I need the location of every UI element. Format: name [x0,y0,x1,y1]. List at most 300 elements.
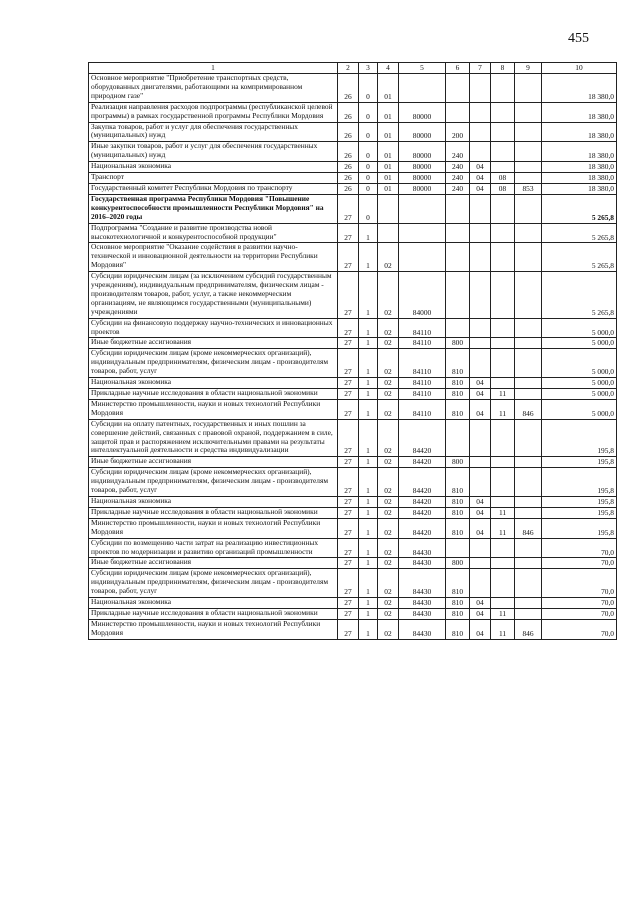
program-code: 26 [338,122,359,142]
table-row [89,518,617,538]
expense-type-code: 800 [446,338,470,349]
expense-type-code: 810 [446,598,470,609]
activity-code: 02 [378,318,399,338]
activity-code: 02 [378,558,399,569]
amount-value: 5 265,8 [542,223,617,243]
subsection-code: 08 [491,173,515,184]
expense-type-code: 810 [446,496,470,507]
subsection-code: 08 [491,183,515,194]
expense-type-code [446,243,470,272]
subsection-code [491,338,515,349]
section-code: 04 [470,162,491,173]
amount-value: 70,0 [542,619,617,639]
direction-code: 84110 [399,378,446,389]
subprogram-code: 0 [359,102,378,122]
ministry-code [515,496,542,507]
table-row [89,349,617,378]
amount-value: 5 265,8 [542,194,617,223]
section-code [470,102,491,122]
row-description: Государственный комитет Республики Мордовия по транспорту [89,183,338,194]
table-row [89,457,617,468]
program-code: 27 [338,457,359,468]
expense-type-code: 810 [446,399,470,419]
row-description: Национальная экономика [89,496,338,507]
program-code: 27 [338,194,359,223]
direction-code: 84110 [399,399,446,419]
activity-code: 02 [378,399,399,419]
direction-code: 84420 [399,468,446,497]
section-code [470,194,491,223]
table-row [89,558,617,569]
program-code: 26 [338,102,359,122]
amount-value: 18 380,0 [542,142,617,162]
ministry-code [515,389,542,400]
activity-code: 02 [378,468,399,497]
row-description: Основное мероприятие "Приобретение транспортных средств, оборудованных двигателями, работающими на компримированном природном газе" [89,74,338,103]
amount-value: 18 380,0 [542,173,617,184]
program-code: 27 [338,272,359,319]
direction-code: 84430 [399,598,446,609]
subprogram-code: 1 [359,389,378,400]
expense-type-code: 240 [446,162,470,173]
amount-value: 70,0 [542,608,617,619]
ministry-code [515,457,542,468]
ministry-code [515,608,542,619]
expense-type-code [446,272,470,319]
subsection-code: 11 [491,389,515,400]
activity-code: 01 [378,122,399,142]
program-code: 27 [338,608,359,619]
subprogram-code: 1 [359,318,378,338]
ministry-code [515,194,542,223]
row-description: Государственная программа Республики Мордовия "Повышение конкурентоспособности промышленности Республики Мордовия" на 2016–2020 годы [89,194,338,223]
subsection-code [491,496,515,507]
activity-code: 02 [378,619,399,639]
subprogram-code: 1 [359,223,378,243]
activity-code: 02 [378,457,399,468]
direction-code: 84420 [399,419,446,457]
amount-value: 18 380,0 [542,102,617,122]
ministry-code: 853 [515,183,542,194]
table-row [89,74,617,103]
row-description: Транспорт [89,173,338,184]
expense-type-code: 240 [446,173,470,184]
program-code: 26 [338,162,359,173]
subprogram-code: 0 [359,194,378,223]
row-description: Прикладные научные исследования в области национальной экономики [89,507,338,518]
program-code: 27 [338,223,359,243]
amount-value: 195,8 [542,457,617,468]
activity-code: 02 [378,243,399,272]
amount-value: 195,8 [542,507,617,518]
direction-code: 84430 [399,538,446,558]
ministry-code [515,598,542,609]
subprogram-code: 1 [359,598,378,609]
activity-code: 01 [378,162,399,173]
ministry-code [515,378,542,389]
table-row [89,389,617,400]
row-description: Субсидии по возмещению части затрат на реализацию инвестиционных проектов по модернизации и развитию организаций промышленности [89,538,338,558]
row-description: Субсидии юридическим лицам (кроме некоммерческих организаций), индивидуальным предпринимателям, физическим лицам - производителям товаров, работ, услуг [89,349,338,378]
section-code: 04 [470,399,491,419]
ministry-code: 846 [515,399,542,419]
amount-value: 195,8 [542,419,617,457]
amount-value: 5 000,0 [542,378,617,389]
table-row [89,399,617,419]
expense-type-code [446,74,470,103]
program-code: 27 [338,569,359,598]
subprogram-code: 1 [359,569,378,598]
subprogram-code: 1 [359,243,378,272]
direction-code: 84430 [399,619,446,639]
expense-type-code: 810 [446,569,470,598]
program-code: 26 [338,183,359,194]
column-header: 2 [338,63,359,74]
section-code: 04 [470,173,491,184]
row-description: Национальная экономика [89,598,338,609]
column-header: 1 [89,63,338,74]
amount-value: 70,0 [542,598,617,609]
row-description: Закупка товаров, работ и услуг для обеспечения государственных (муниципальных) нужд [89,122,338,142]
table-row [89,183,617,194]
ministry-code [515,419,542,457]
amount-value: 70,0 [542,558,617,569]
amount-value: 5 265,8 [542,243,617,272]
table-row [89,318,617,338]
row-description: Иные бюджетные ассигнования [89,457,338,468]
direction-code [399,194,446,223]
table-row [89,122,617,142]
direction-code: 80000 [399,173,446,184]
section-code [470,569,491,598]
subsection-code [491,102,515,122]
amount-value: 70,0 [542,569,617,598]
ministry-code: 846 [515,518,542,538]
expense-type-code: 810 [446,468,470,497]
program-code: 27 [338,378,359,389]
activity-code: 02 [378,496,399,507]
expense-type-code: 810 [446,378,470,389]
section-code [470,142,491,162]
section-code [470,419,491,457]
row-description: Прикладные научные исследования в области национальной экономики [89,608,338,619]
ministry-code [515,223,542,243]
activity-code: 02 [378,378,399,389]
program-code: 27 [338,558,359,569]
section-code: 04 [470,598,491,609]
direction-code: 80000 [399,183,446,194]
table-row [89,538,617,558]
section-code [470,558,491,569]
ministry-code [515,122,542,142]
activity-code: 01 [378,74,399,103]
table-row [89,102,617,122]
program-code: 27 [338,619,359,639]
row-description: Национальная экономика [89,378,338,389]
ministry-code [515,162,542,173]
activity-code [378,194,399,223]
section-code [470,457,491,468]
table-row [89,173,617,184]
ministry-code [515,468,542,497]
program-code: 27 [338,496,359,507]
ministry-code [515,173,542,184]
activity-code [378,223,399,243]
section-code: 04 [470,619,491,639]
section-code [470,318,491,338]
activity-code: 02 [378,608,399,619]
activity-code: 02 [378,538,399,558]
expense-type-code: 810 [446,349,470,378]
activity-code: 02 [378,507,399,518]
table-row [89,272,617,319]
table-row [89,162,617,173]
direction-code: 84430 [399,569,446,598]
table-row [89,569,617,598]
column-header: 3 [359,63,378,74]
subsection-code [491,142,515,162]
ministry-code [515,142,542,162]
section-code [470,349,491,378]
subprogram-code: 1 [359,338,378,349]
subsection-code: 11 [491,399,515,419]
direction-code: 84420 [399,518,446,538]
direction-code: 84420 [399,507,446,518]
column-header: 4 [378,63,399,74]
amount-value: 18 380,0 [542,122,617,142]
activity-code: 01 [378,173,399,184]
subsection-code [491,243,515,272]
direction-code: 80000 [399,142,446,162]
ministry-code [515,507,542,518]
table-row [89,468,617,497]
row-description: Министерство промышленности, науки и новых технологий Республики Мордовия [89,619,338,639]
row-description: Иные закупки товаров, работ и услуг для обеспечения государственных (муниципальных) нужд [89,142,338,162]
amount-value: 5 000,0 [542,349,617,378]
budget-table-body [89,63,617,640]
subsection-code [491,74,515,103]
expense-type-code [446,538,470,558]
subsection-code [491,598,515,609]
section-code: 04 [470,378,491,389]
expense-type-code: 240 [446,142,470,162]
direction-code: 84420 [399,457,446,468]
expense-type-code: 810 [446,518,470,538]
program-code: 27 [338,598,359,609]
section-code [470,272,491,319]
row-description: Субсидии на финансовую поддержку научно-технических и инновационных проектов [89,318,338,338]
row-description: Прикладные научные исследования в области национальной экономики [89,389,338,400]
section-code [470,223,491,243]
activity-code: 02 [378,338,399,349]
table-row [89,507,617,518]
subprogram-code: 1 [359,608,378,619]
row-description: Субсидии юридическим лицам (кроме некоммерческих организаций), индивидуальным предпринимателям, физическим лицам - производителям товаров, работ, услуг [89,468,338,497]
direction-code: 80000 [399,122,446,142]
expense-type-code: 800 [446,457,470,468]
subprogram-code: 1 [359,419,378,457]
section-code [470,338,491,349]
direction-code: 80000 [399,162,446,173]
subsection-code [491,468,515,497]
table-row [89,194,617,223]
ministry-code [515,338,542,349]
column-header: 10 [542,63,617,74]
program-code: 27 [338,243,359,272]
expense-type-code [446,318,470,338]
expense-type-code: 810 [446,608,470,619]
column-header: 5 [399,63,446,74]
table-row [89,142,617,162]
direction-code: 84110 [399,349,446,378]
ministry-code [515,558,542,569]
section-code [470,122,491,142]
direction-code: 80000 [399,102,446,122]
activity-code: 01 [378,183,399,194]
ministry-code [515,538,542,558]
amount-value: 70,0 [542,538,617,558]
subprogram-code: 1 [359,558,378,569]
direction-code: 84000 [399,272,446,319]
section-code [470,243,491,272]
ministry-code [515,243,542,272]
activity-code: 01 [378,142,399,162]
program-code: 27 [338,507,359,518]
direction-code: 84110 [399,318,446,338]
activity-code: 02 [378,272,399,319]
amount-value: 5 000,0 [542,389,617,400]
table-row [89,619,617,639]
expense-type-code: 800 [446,558,470,569]
program-code: 27 [338,468,359,497]
ministry-code [515,318,542,338]
amount-value: 5 000,0 [542,399,617,419]
subprogram-code: 0 [359,173,378,184]
subsection-code [491,162,515,173]
program-code: 27 [338,318,359,338]
amount-value: 18 380,0 [542,74,617,103]
subsection-code [491,538,515,558]
row-description: Субсидии юридическим лицам (кроме некоммерческих организаций), индивидуальным предпринимателям, физическим лицам - производителям товаров, работ, услуг [89,569,338,598]
subsection-code [491,223,515,243]
direction-code: 84110 [399,389,446,400]
column-header: 7 [470,63,491,74]
subsection-code [491,349,515,378]
expense-type-code [446,194,470,223]
subsection-code [491,122,515,142]
subsection-code [491,558,515,569]
table-row [89,378,617,389]
subprogram-code: 0 [359,74,378,103]
subsection-code [491,194,515,223]
subsection-code: 11 [491,518,515,538]
section-code: 04 [470,608,491,619]
expense-type-code: 200 [446,122,470,142]
subprogram-code: 1 [359,507,378,518]
expense-type-code: 810 [446,507,470,518]
direction-code [399,243,446,272]
page-number: 455 [568,31,589,46]
table-row [89,419,617,457]
subprogram-code: 0 [359,142,378,162]
expense-type-code: 240 [446,183,470,194]
subsection-code [491,419,515,457]
subprogram-code: 1 [359,496,378,507]
program-code: 27 [338,419,359,457]
amount-value: 195,8 [542,518,617,538]
ministry-code [515,74,542,103]
section-code: 04 [470,496,491,507]
row-description: Основное мероприятие "Оказание содействия в развитии научно-технической и инновационной деятельности на территории Республики Мордовия" [89,243,338,272]
section-code: 04 [470,389,491,400]
direction-code: 84430 [399,558,446,569]
subprogram-code: 1 [359,619,378,639]
ministry-code [515,272,542,319]
activity-code: 02 [378,389,399,400]
program-code: 26 [338,142,359,162]
amount-value: 5 000,0 [542,338,617,349]
subprogram-code: 0 [359,162,378,173]
subprogram-code: 1 [359,468,378,497]
subsection-code [491,569,515,598]
column-header: 9 [515,63,542,74]
table-row [89,338,617,349]
direction-code: 84430 [399,608,446,619]
expense-type-code: 810 [446,389,470,400]
ministry-code [515,102,542,122]
ministry-code: 846 [515,619,542,639]
expense-type-code [446,419,470,457]
subprogram-code: 0 [359,183,378,194]
table-row [89,496,617,507]
subsection-code [491,457,515,468]
activity-code: 02 [378,349,399,378]
table-row [89,243,617,272]
program-code: 27 [338,518,359,538]
program-code: 27 [338,538,359,558]
row-description: Министерство промышленности, науки и новых технологий Республики Мордовия [89,399,338,419]
table-row [89,598,617,609]
row-description: Субсидии на оплату патентных, государственных и иных пошлин за совершение действий, связанных с правовой охраной, поддержанием в силе, защитой прав и распоряжением исключительными правами на результаты интеллектуальной деятельности и средства индивидуализации [89,419,338,457]
subsection-code: 11 [491,619,515,639]
activity-code: 02 [378,569,399,598]
amount-value: 5 265,8 [542,272,617,319]
amount-value: 5 000,0 [542,318,617,338]
column-header: 8 [491,63,515,74]
subprogram-code: 1 [359,457,378,468]
program-code: 27 [338,349,359,378]
subsection-code [491,378,515,389]
program-code: 26 [338,173,359,184]
amount-value: 18 380,0 [542,183,617,194]
direction-code: 84420 [399,496,446,507]
table-row [89,608,617,619]
row-description: Иные бюджетные ассигнования [89,558,338,569]
section-code [470,74,491,103]
section-code [470,538,491,558]
program-code: 26 [338,74,359,103]
subprogram-code: 1 [359,518,378,538]
amount-value: 18 380,0 [542,162,617,173]
table-row [89,223,617,243]
column-header: 6 [446,63,470,74]
direction-code: 84110 [399,338,446,349]
activity-code: 02 [378,419,399,457]
subsection-code [491,318,515,338]
amount-value: 195,8 [542,468,617,497]
ministry-code [515,349,542,378]
section-code: 04 [470,518,491,538]
